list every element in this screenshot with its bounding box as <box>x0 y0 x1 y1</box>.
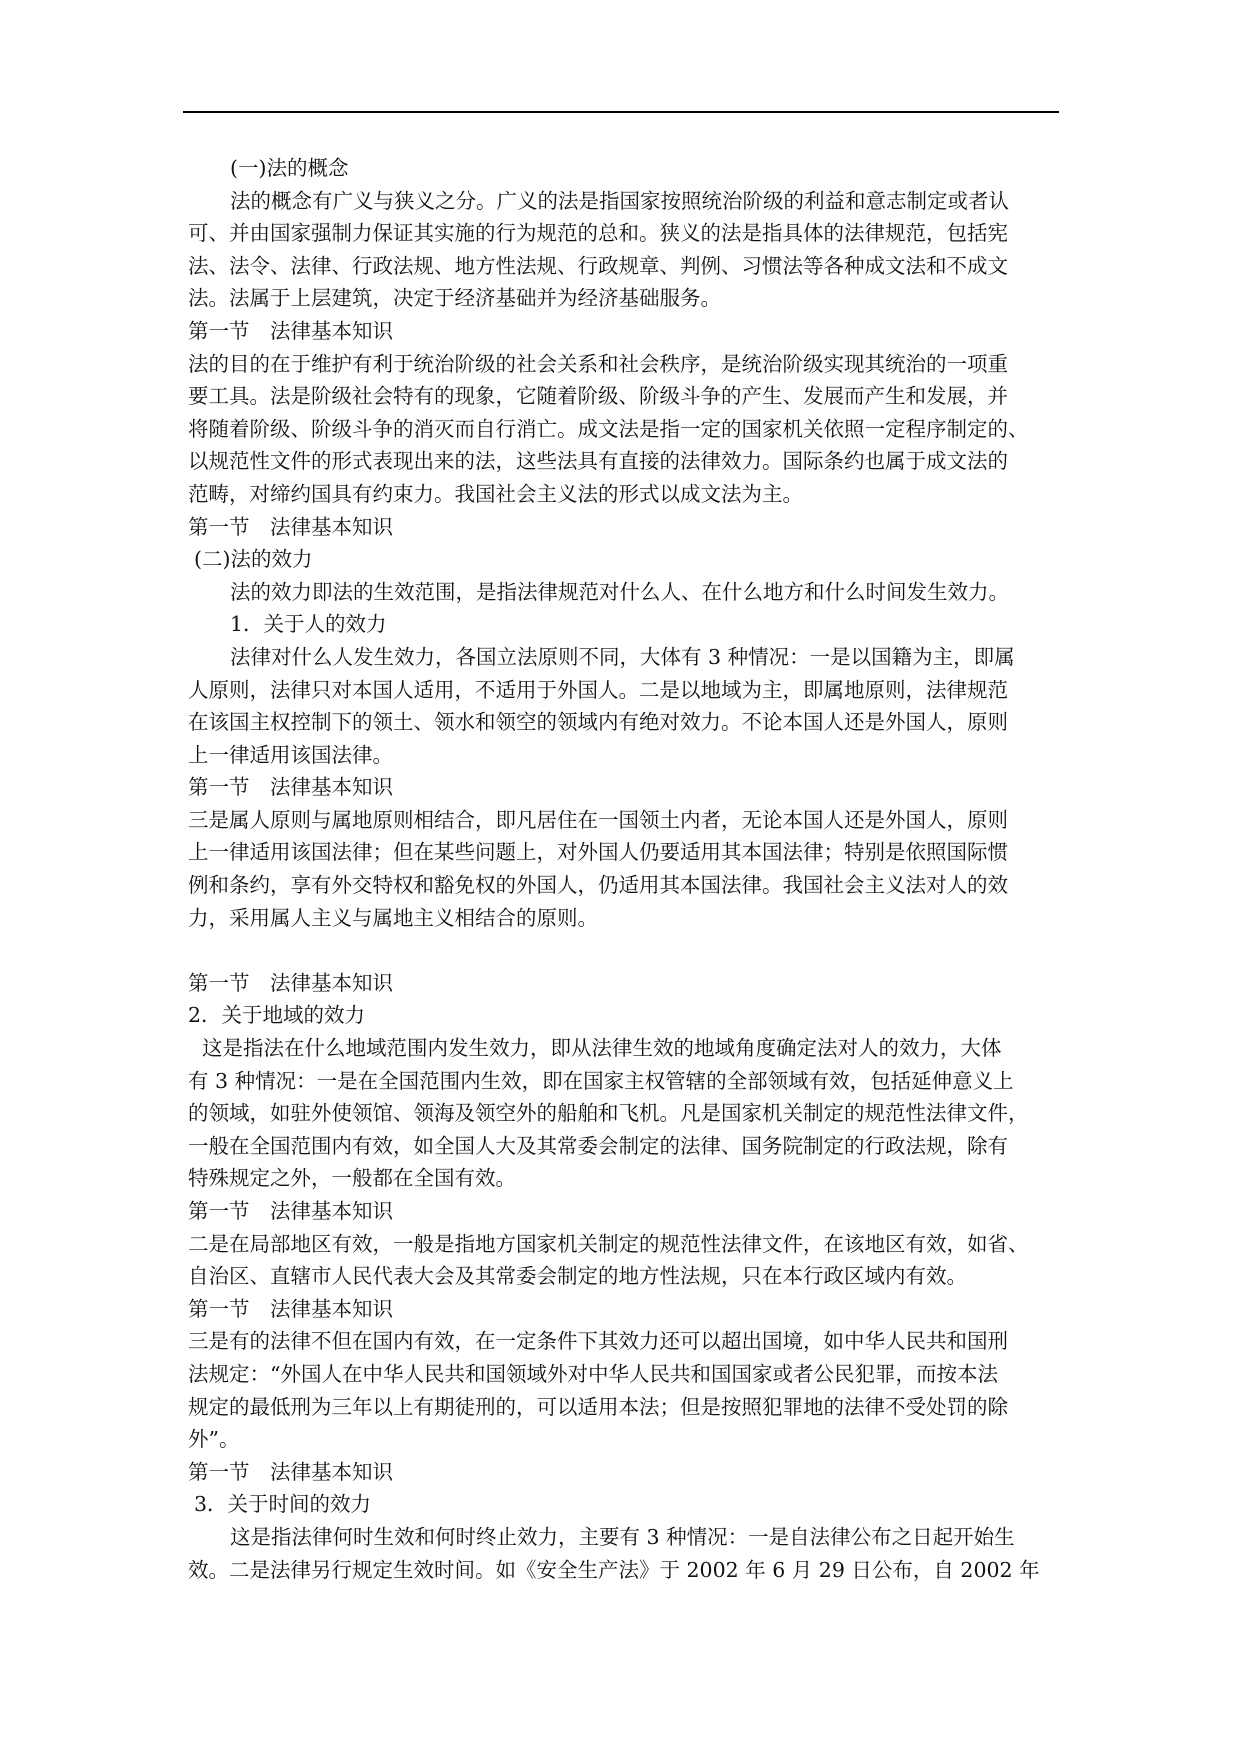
paragraph-line: 这是指法在什么地域范围内发生效力，即从法律生效的地域角度确定法对人的效力，大体 <box>202 1036 1002 1061</box>
paragraph-line: 上一律适用该国法律；但在某些问题上，对外国人仍要适用其本国法律；特别是依照国际惯 <box>188 840 1008 865</box>
paragraph-line: 法、法令、法律、行政法规、地方性法规、行政规章、判例、习惯法等各种成文法和不成文 <box>188 253 1008 278</box>
section-title: 第一节 法律基本知识 <box>188 318 393 343</box>
paragraph-line: 以规范性文件的形式表现出来的法，这些法具有直接的法律效力。国际条约也属于成文法的 <box>188 449 1008 474</box>
paragraph-line: 法的效力即法的生效范围，是指法律规范对什么人、在什么地方和什么时间发生效力。 <box>230 579 1009 604</box>
section-title: 第一节 法律基本知识 <box>188 1296 393 1321</box>
header-rule <box>183 111 1059 113</box>
paragraph-line: 在该国主权控制下的领土、领水和领空的领域内有绝对效力。不论本国人还是外国人，原则 <box>188 710 1008 735</box>
subheading: (二)法的效力 <box>194 547 313 572</box>
subheading: 3．关于时间的效力 <box>194 1492 372 1517</box>
paragraph-line: 的领域，如驻外使领馆、领海及领空外的船舶和飞机。凡是国家机关制定的规范性法律文件， <box>188 1101 1029 1126</box>
paragraph-line: 二是在局部地区有效，一般是指地方国家机关制定的规范性法律文件，在该地区有效，如省、 <box>188 1231 1029 1256</box>
paragraph-line: 将随着阶级、阶级斗争的消灭而自行消亡。成文法是指一定的国家机关依照一定程序制定的、 <box>188 416 1029 441</box>
paragraph-line: 法规定：“外国人在中华人民共和国领域外对中华人民共和国国家或者公民犯罪，而按本法 <box>188 1361 998 1386</box>
paragraph-line: 范畴，对缔约国具有约束力。我国社会主义法的形式以成文法为主。 <box>188 481 803 506</box>
paragraph-line: 自治区、直辖市人民代表大会及其常委会制定的地方性法规，只在本行政区域内有效。 <box>188 1264 967 1289</box>
paragraph-line: 上一律适用该国法律。 <box>188 742 393 767</box>
paragraph-line: 一般在全国范围内有效，如全国人大及其常委会制定的法律、国务院制定的行政法规，除有 <box>188 1133 1008 1158</box>
subheading: (一)法的概念 <box>230 156 349 180</box>
paragraph-line: 这是指法律何时生效和何时终止效力，主要有 3 种情况：一是自法律公布之日起开始生 <box>230 1524 1015 1549</box>
paragraph-line: 三是属人原则与属地原则相结合，即凡居住在一国领土内者，无论本国人还是外国人，原则 <box>188 807 1008 832</box>
paragraph-line: 人原则，法律只对本国人适用，不适用于外国人。二是以地域为主，即属地原则，法律规范 <box>188 677 1008 702</box>
paragraph-line: 可、并由国家强制力保证其实施的行为规范的总和。狭义的法是指具体的法律规范，包括宪 <box>188 221 1008 246</box>
paragraph-line: 法。法属于上层建筑，决定于经济基础并为经济基础服务。 <box>188 286 721 311</box>
paragraph-line: 有 3 种情况：一是在全国范围内生效，即在国家主权管辖的全部领域有效，包括延伸意义上 <box>188 1068 1014 1093</box>
paragraph-line: 法的目的在于维护有利于统治阶级的社会关系和社会秩序，是统治阶级实现其统治的一项重 <box>188 351 1008 376</box>
paragraph-line: 效。二是法律另行规定生效时间。如《安全生产法》于 2002 年 6 月 29 日公布，自 2002 年 <box>188 1557 1040 1582</box>
paragraph-line: 要工具。法是阶级社会特有的现象，它随着阶级、阶级斗争的产生、发展而产生和发展，并 <box>188 384 1008 409</box>
section-title: 第一节 法律基本知识 <box>188 514 393 539</box>
paragraph-line: 法的概念有广义与狭义之分。广义的法是指国家按照统治阶级的利益和意志制定或者认 <box>230 188 1009 213</box>
section-title: 第一节 法律基本知识 <box>188 1459 393 1484</box>
blank-line <box>188 934 1064 967</box>
paragraph-line: 外”。 <box>188 1427 240 1452</box>
section-title: 第一节 法律基本知识 <box>188 970 393 995</box>
subheading: 2．关于地域的效力 <box>188 1003 366 1028</box>
paragraph-line: 法律对什么人发生效力，各国立法原则不同，大体有 3 种情况：一是以国籍为主，即属 <box>230 644 1015 669</box>
paragraph-line: 力，采用属人主义与属地主义相结合的原则。 <box>188 905 598 930</box>
paragraph-line: 特殊规定之外，一般都在全国有效。 <box>188 1166 516 1191</box>
subheading: 1．关于人的效力 <box>230 612 387 637</box>
section-title: 第一节 法律基本知识 <box>188 775 393 800</box>
paragraph-line: 三是有的法律不但在国内有效，在一定条件下其效力还可以超出国境，如中华人民共和国刑 <box>188 1329 1008 1354</box>
paragraph-line: 例和条约，享有外交特权和豁免权的外国人，仍适用其本国法律。我国社会主义法对人的效 <box>188 873 1008 898</box>
document-body <box>188 152 1064 1586</box>
section-title: 第一节 法律基本知识 <box>188 1199 393 1223</box>
paragraph-line: 规定的最低刑为三年以上有期徒刑的，可以适用本法；但是按照犯罪地的法律不受处罚的除 <box>188 1394 1008 1419</box>
